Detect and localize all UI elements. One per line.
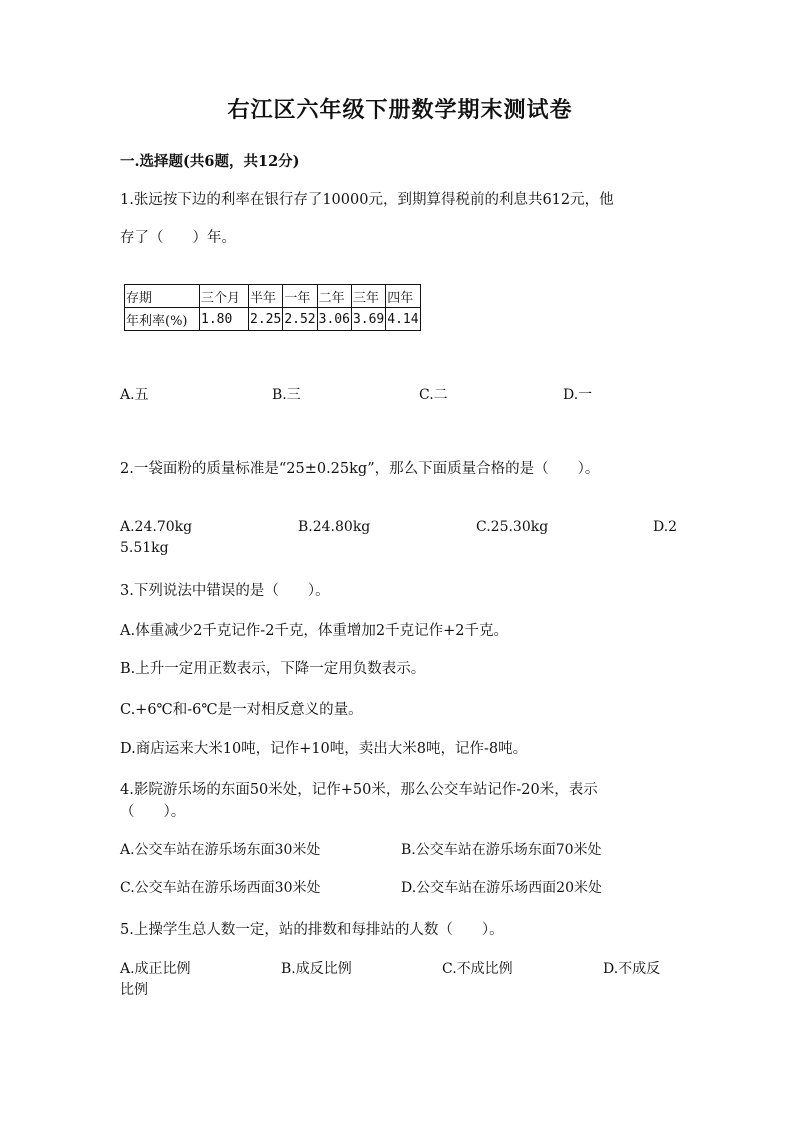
table-cell: 年利率(%) [125,308,200,331]
q3-option-d[interactable]: D.商店运来大米10吨，记作+10吨，卖出大米8吨，记作-8吨。 [120,741,528,757]
question-4-text: 4.影院游乐场的东面50米处，记作+50米，那么公交车站记作-20米，表示 [120,782,598,798]
table-cell: 半年 [249,285,283,308]
table-cell: 存期 [125,285,200,308]
table-cell: 一年 [283,285,317,308]
q1-option-b[interactable]: B.三 [272,387,301,403]
q2-option-d-wrap: 5.51kg [120,540,169,556]
q2-option-b[interactable]: B.24.80kg [298,519,371,535]
page-title: 右江区六年级下册数学期末测试卷 [227,97,573,123]
q5-option-c[interactable]: C.不成比例 [442,961,513,977]
table-cell: 3.69 [351,308,385,331]
question-1-text-cont: 存了（ ）年。 [120,230,236,246]
table-cell: 1.80 [200,308,249,331]
q2-option-c[interactable]: C.25.30kg [476,519,549,535]
q5-option-d-wrap: 比例 [120,982,148,998]
interest-rate-table [124,284,421,331]
q1-option-c[interactable]: C.二 [419,387,448,403]
q2-option-a[interactable]: A.24.70kg [120,519,193,535]
question-2-text: 2.一袋面粉的质量标准是“25±0.25kg”，那么下面质量合格的是（ ）。 [120,461,600,477]
question-1-text: 1.张远按下边的利率在银行存了10000元，到期算得税前的利息共612元，他 [120,192,614,208]
table-cell: 4.14 [386,308,420,331]
table-cell: 三个月 [200,285,249,308]
q4-option-a[interactable]: A.公交车站在游乐场东面30米处 [120,842,321,858]
q4-option-d[interactable]: D.公交车站在游乐场西面20米处 [401,880,602,896]
q4-option-c[interactable]: C.公交车站在游乐场西面30米处 [120,880,321,896]
table-cell: 3.06 [317,308,351,331]
question-5-text: 5.上操学生总人数一定，站的排数和每排站的人数（ ）。 [120,922,504,938]
table-row [125,308,421,331]
table-cell: 2.52 [283,308,317,331]
q1-option-a[interactable]: A.五 [120,387,149,403]
q5-option-d[interactable]: D.不成反 [603,961,661,977]
q5-option-a[interactable]: A.成正比例 [120,961,191,977]
section-heading: 一.选择题(共6题，共12分) [120,153,300,170]
q5-option-b[interactable]: B.成反比例 [281,961,352,977]
table-cell: 四年 [386,285,420,308]
question-4-text-cont: （ ）。 [120,804,186,820]
q3-option-a[interactable]: A.体重减少2千克记作-2千克，体重增加2千克记作+2千克。 [120,623,509,639]
q3-option-c[interactable]: C.+6℃和-6℃是一对相反意义的量。 [120,702,363,718]
q1-option-d[interactable]: D.一 [563,387,593,403]
question-3-text: 3.下列说法中错误的是（ ）。 [120,583,330,599]
table-cell: 三年 [351,285,385,308]
q2-option-d[interactable]: D.2 [653,519,678,535]
table-row [125,285,421,308]
q3-option-b[interactable]: B.上升一定用正数表示，下降一定用负数表示。 [120,661,426,677]
table-cell: 二年 [317,285,351,308]
table-cell: 2.25 [249,308,283,331]
q4-option-b[interactable]: B.公交车站在游乐场东面70米处 [401,842,602,858]
